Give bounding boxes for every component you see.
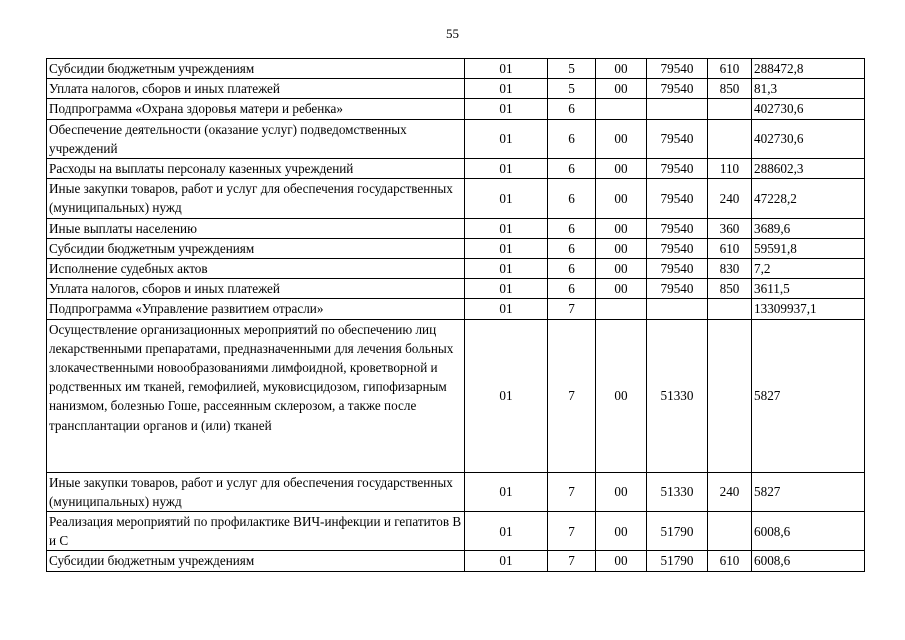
target-code-cell <box>647 99 708 119</box>
expense-name-cell: Уплата налогов, сборов и иных платежей <box>47 279 465 299</box>
subsection-code-cell: 7 <box>548 319 596 472</box>
table-row <box>47 119 865 158</box>
expense-name-cell: Субсидии бюджетным учреждениям <box>47 551 465 571</box>
expense-name-cell: Субсидии бюджетным учреждениям <box>47 238 465 258</box>
table-row <box>47 179 865 218</box>
subsection-code-cell: 7 <box>548 472 596 511</box>
subsection-code-cell: 6 <box>548 259 596 279</box>
subprogram-code-cell: 00 <box>596 472 647 511</box>
subsection-code-cell: 5 <box>548 79 596 99</box>
amount-cell: 59591,8 <box>752 238 865 258</box>
target-code-cell: 79540 <box>647 259 708 279</box>
target-code-cell: 51790 <box>647 512 708 551</box>
expense-type-cell: 610 <box>708 238 752 258</box>
table-row <box>47 299 865 319</box>
amount-cell: 5827 <box>752 472 865 511</box>
table-row <box>47 279 865 299</box>
target-code-cell: 79540 <box>647 218 708 238</box>
subprogram-code-cell <box>596 299 647 319</box>
amount-cell: 6008,6 <box>752 551 865 571</box>
target-code-cell: 79540 <box>647 59 708 79</box>
expense-type-cell: 610 <box>708 551 752 571</box>
expense-type-cell: 610 <box>708 59 752 79</box>
table-row <box>47 472 865 511</box>
amount-cell: 288472,8 <box>752 59 865 79</box>
amount-cell: 5827 <box>752 319 865 472</box>
expense-type-cell <box>708 99 752 119</box>
expense-name-cell: Расходы на выплаты персоналу казенных учреждений <box>47 159 465 179</box>
table-row <box>47 79 865 99</box>
target-code-cell: 51330 <box>647 472 708 511</box>
table-row <box>47 319 865 472</box>
subsection-code-cell: 7 <box>548 512 596 551</box>
expense-name-cell: Подпрограмма «Управление развитием отрасли» <box>47 299 465 319</box>
budget-table-body <box>47 59 865 572</box>
subprogram-code-cell: 00 <box>596 59 647 79</box>
budget-table <box>46 58 865 572</box>
table-row <box>47 512 865 551</box>
subsection-code-cell: 6 <box>548 119 596 158</box>
table-row <box>47 99 865 119</box>
expense-type-cell: 850 <box>708 79 752 99</box>
section-code-cell: 01 <box>465 238 548 258</box>
subsection-code-cell: 7 <box>548 551 596 571</box>
expense-name-cell: Субсидии бюджетным учреждениям <box>47 59 465 79</box>
subprogram-code-cell: 00 <box>596 319 647 472</box>
subprogram-code-cell: 00 <box>596 218 647 238</box>
table-row <box>47 159 865 179</box>
amount-cell: 7,2 <box>752 259 865 279</box>
expense-type-cell: 850 <box>708 279 752 299</box>
subsection-code-cell: 6 <box>548 238 596 258</box>
table-row <box>47 218 865 238</box>
expense-type-cell <box>708 512 752 551</box>
expense-name-cell: Исполнение судебных актов <box>47 259 465 279</box>
expense-name-cell: Реализация мероприятий по профилактике ВИЧ-инфекции и гепатитов В и С <box>47 512 465 551</box>
expense-name-cell: Подпрограмма «Охрана здоровья матери и ребенка» <box>47 99 465 119</box>
target-code-cell: 79540 <box>647 79 708 99</box>
amount-cell: 3611,5 <box>752 279 865 299</box>
expense-type-cell: 240 <box>708 179 752 218</box>
amount-cell: 288602,3 <box>752 159 865 179</box>
subprogram-code-cell: 00 <box>596 119 647 158</box>
expense-type-cell <box>708 119 752 158</box>
subprogram-code-cell: 00 <box>596 551 647 571</box>
target-code-cell: 79540 <box>647 119 708 158</box>
target-code-cell: 79540 <box>647 159 708 179</box>
expense-type-cell <box>708 299 752 319</box>
subsection-code-cell: 6 <box>548 99 596 119</box>
section-code-cell: 01 <box>465 299 548 319</box>
subprogram-code-cell: 00 <box>596 238 647 258</box>
amount-cell: 3689,6 <box>752 218 865 238</box>
table-row <box>47 259 865 279</box>
section-code-cell: 01 <box>465 99 548 119</box>
section-code-cell: 01 <box>465 259 548 279</box>
target-code-cell: 79540 <box>647 238 708 258</box>
target-code-cell: 79540 <box>647 279 708 299</box>
expense-type-cell: 110 <box>708 159 752 179</box>
expense-type-cell: 830 <box>708 259 752 279</box>
section-code-cell: 01 <box>465 159 548 179</box>
section-code-cell: 01 <box>465 119 548 158</box>
table-row <box>47 551 865 571</box>
subprogram-code-cell <box>596 99 647 119</box>
expense-name-cell: Иные закупки товаров, работ и услуг для обеспечения государственных (муниципальных) нужд <box>47 472 465 511</box>
subsection-code-cell: 5 <box>548 59 596 79</box>
amount-cell: 47228,2 <box>752 179 865 218</box>
target-code-cell: 79540 <box>647 179 708 218</box>
table-row <box>47 238 865 258</box>
section-code-cell: 01 <box>465 472 548 511</box>
amount-cell: 6008,6 <box>752 512 865 551</box>
expense-name-cell: Иные выплаты населению <box>47 218 465 238</box>
subprogram-code-cell: 00 <box>596 179 647 218</box>
target-code-cell <box>647 299 708 319</box>
subsection-code-cell: 6 <box>548 159 596 179</box>
expense-name-cell: Обеспечение деятельности (оказание услуг) подведомственных учреждений <box>47 119 465 158</box>
expense-type-cell: 240 <box>708 472 752 511</box>
amount-cell: 402730,6 <box>752 99 865 119</box>
subprogram-code-cell: 00 <box>596 259 647 279</box>
subsection-code-cell: 7 <box>548 299 596 319</box>
amount-cell: 81,3 <box>752 79 865 99</box>
section-code-cell: 01 <box>465 319 548 472</box>
expense-type-cell <box>708 319 752 472</box>
target-code-cell: 51790 <box>647 551 708 571</box>
amount-cell: 402730,6 <box>752 119 865 158</box>
section-code-cell: 01 <box>465 59 548 79</box>
section-code-cell: 01 <box>465 79 548 99</box>
table-row <box>47 59 865 79</box>
expense-name-cell: Иные закупки товаров, работ и услуг для обеспечения государственных (муниципальных) нужд <box>47 179 465 218</box>
page-number: 55 <box>446 26 459 41</box>
section-code-cell: 01 <box>465 279 548 299</box>
section-code-cell: 01 <box>465 551 548 571</box>
section-code-cell: 01 <box>465 512 548 551</box>
subprogram-code-cell: 00 <box>596 79 647 99</box>
subsection-code-cell: 6 <box>548 218 596 238</box>
target-code-cell: 51330 <box>647 319 708 472</box>
expense-name-cell: Осуществление организационных мероприятий по обеспечению лиц лекарственными препаратами, предназначенными для лечения больных злокачественными новообразованиями лимфоидной, кроветворной и родственных им тканей, гемофилией, муковисцидозом, гипофизарным нанизмом, болезнью Гоше, рассеянным склерозом, а также после трансплантации органов и (или) тканей <box>47 319 465 472</box>
expense-name-cell: Уплата налогов, сборов и иных платежей <box>47 79 465 99</box>
section-code-cell: 01 <box>465 218 548 238</box>
expense-type-cell: 360 <box>708 218 752 238</box>
amount-cell: 13309937,1 <box>752 299 865 319</box>
subprogram-code-cell: 00 <box>596 512 647 551</box>
subprogram-code-cell: 00 <box>596 159 647 179</box>
section-code-cell: 01 <box>465 179 548 218</box>
subsection-code-cell: 6 <box>548 279 596 299</box>
subsection-code-cell: 6 <box>548 179 596 218</box>
subprogram-code-cell: 00 <box>596 279 647 299</box>
